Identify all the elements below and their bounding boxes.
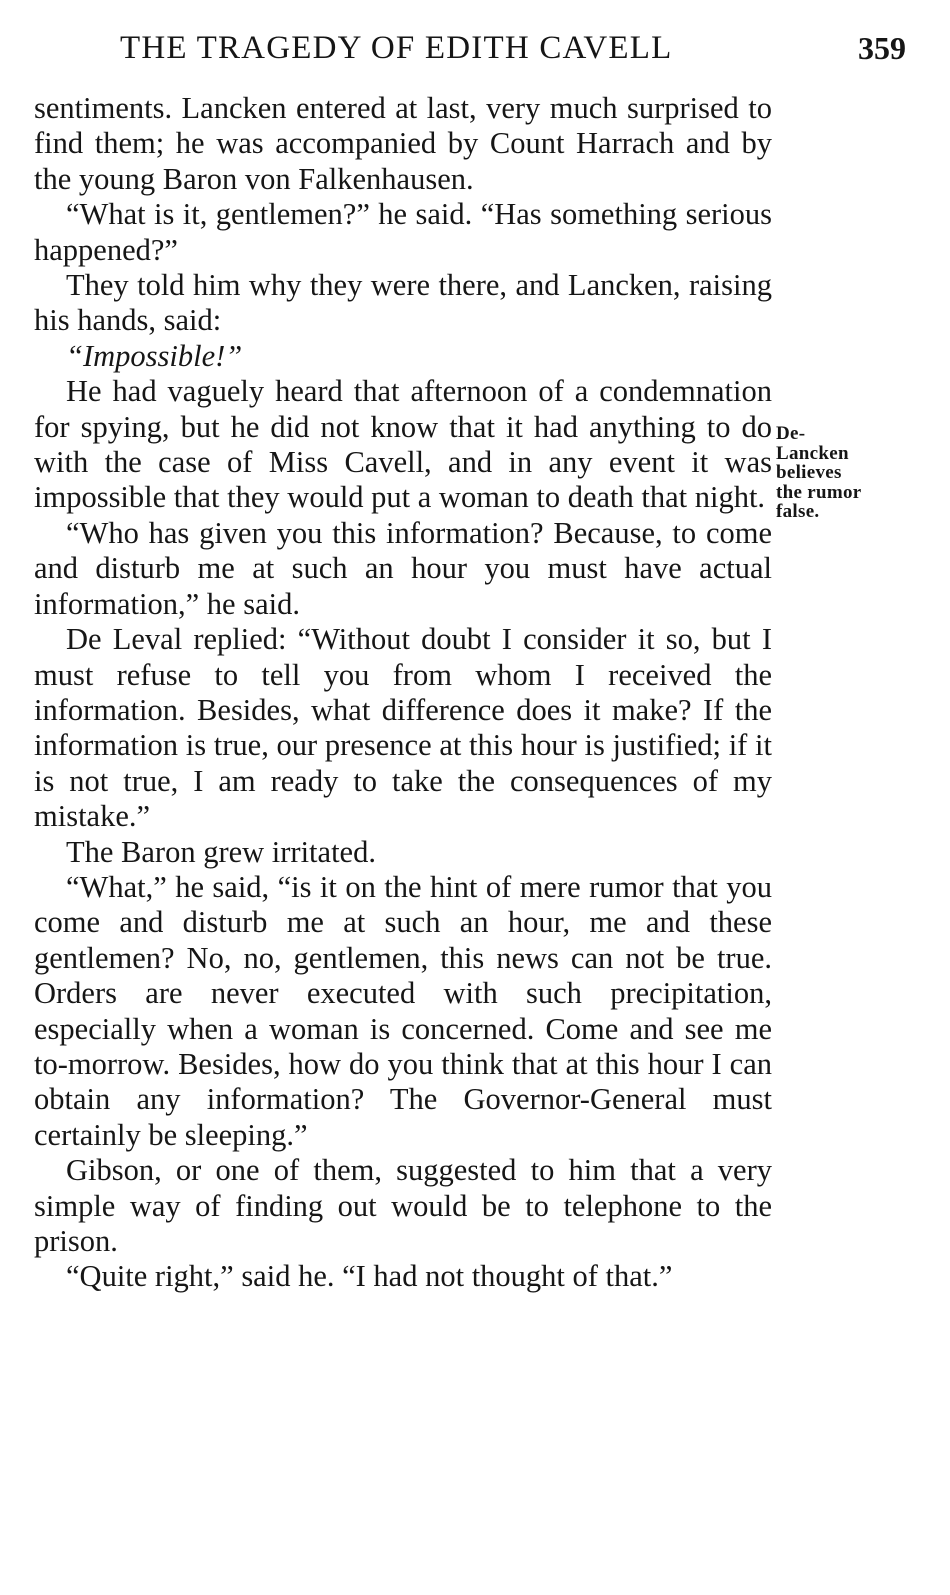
paragraph: He had vaguely heard that afternoon of a condemnation for spying, but he did not know that it had anything to do with the case of Miss Cavell, and in any event it was impossible that they would put a woman to death that night. (34, 374, 772, 515)
paragraph: sentiments. Lancken entered at last, very much surprised to find them; he was accompanied by Count Harrach and by the young Baron von Falkenhausen. (34, 91, 772, 196)
paragraph: De Leval replied: “Without doubt I consider it so, but I must refuse to tell you from whom I received the information. Besides, what difference does it make? If the information is true, our presence at this hour is justified; if it is not true, I am ready to take the consequences of my mistake.” (34, 622, 772, 834)
body-text (34, 91, 772, 1295)
paragraph: Gibson, or one of them, suggested to him that a very simple way of finding out would be to telephone to the prison. (34, 1153, 772, 1258)
paragraph: The Baron grew irritated. (66, 834, 376, 869)
paragraph: “What is it, gentlemen?” he said. “Has something serious happened?” (34, 197, 772, 267)
paragraph: “Who has given you this information? Because, to come and disturb me at such an hour you must have actual information,” he said. (34, 515, 772, 621)
page-number: 359 (858, 30, 906, 66)
running-title: THE TRAGEDY OF EDITH CAVELL (120, 30, 673, 66)
paragraph: They told him why they were there, and Lancken, raising his hands, said: (34, 268, 772, 338)
paragraph: “Quite right,” said he. “I had not thought of that.” (66, 1259, 673, 1294)
paragraph: “Impossible!” (66, 338, 243, 373)
paragraph: “What,” he said, “is it on the hint of mere rumor that you come and disturb me at such an hour, me and these gentlemen? No, no, gentlemen, this news can not be true. Orders are never executed with such precipitation, especially when a woman is concerned. Come and see me to-morrow. Besides, how do you think that at this hour I can obtain any information? The Governor-General must certainly be sleeping.” (34, 869, 772, 1152)
running-header (36, 26, 906, 70)
margin-note: De- Lancken believes the rumor false. (776, 423, 862, 523)
